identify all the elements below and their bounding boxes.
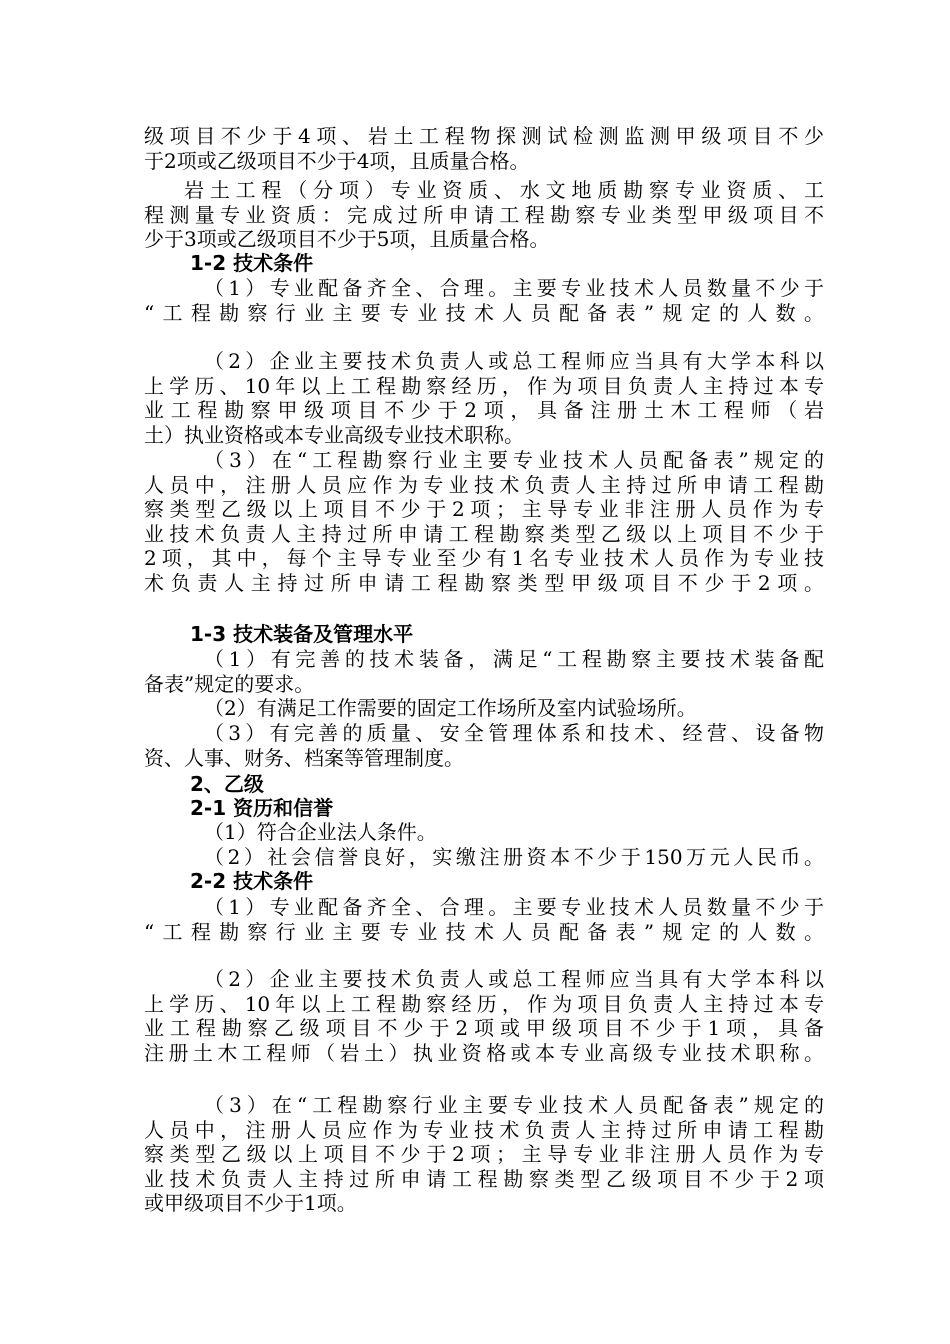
paragraph-2-1-1	[144, 820, 824, 845]
paragraph-1-3-2	[144, 696, 824, 721]
text-line: 人员中，注册人员应作为专业技术负责人主持过所申请工程勘	[144, 472, 824, 497]
text-line: 上学历、10年以上工程勘察经历，作为项目负责人主持过本专	[144, 991, 824, 1016]
text-line: 上学历、10年以上工程勘察经历，作为项目负责人主持过本专	[144, 373, 824, 398]
text-line: 业技术负责人主持过所申请工程勘察类型乙级项目不少于2项	[144, 1166, 824, 1191]
paragraph-1-3-3	[144, 721, 824, 770]
heading-2: 2、乙级	[190, 772, 264, 796]
text-line: （1）专业配备齐全、合理。主要专业技术人员数量不少于	[204, 276, 824, 300]
paragraph-1-3-1	[144, 647, 824, 696]
heading-2-1: 2-1 资历和信誉	[190, 796, 334, 820]
text-line: 察类型乙级以上项目不少于2项；主导专业非注册人员作为专	[144, 497, 824, 521]
text-line: （2）社会信誉良好，实缴注册资本不少于150万元人民币。	[204, 845, 824, 869]
text-line: （3）在“工程勘察行业主要专业技术人员配备表”规定的	[204, 448, 824, 472]
heading-1-3: 1-3 技术装备及管理水平	[190, 622, 414, 646]
text-line: 察类型乙级以上项目不少于2项；主导专业非注册人员作为专	[144, 1142, 824, 1166]
paragraph-2-2-3	[144, 1093, 824, 1216]
text-line: （2）有满足工作需要的固定工作场所及室内试验场所。	[204, 696, 697, 720]
paragraph-1-2-3	[144, 448, 824, 595]
text-line: （3）在“工程勘察行业主要专业技术人员配备表”规定的	[204, 1093, 824, 1117]
text-line: 土）执业资格或本专业高级专业技术职称。	[144, 422, 524, 447]
text-line: （1）专业配备齐全、合理。主要专业技术人员数量不少于	[204, 895, 824, 919]
text-line: 程测量专业资质：完成过所申请工程勘察专业类型甲级项目不	[144, 202, 824, 227]
paragraph-2-2-2	[144, 967, 824, 1065]
text-line: 2项，其中，每个主导专业至少有1名专业技术人员作为专业技	[144, 546, 824, 570]
text-line: 级项目不少于4项、岩土工程物探测试检测监测甲级项目不少	[144, 124, 824, 148]
text-line: 注册土木工程师（岩土）执业资格或本专业高级专业技术职称。	[144, 1040, 824, 1065]
paragraph-continuation	[144, 124, 824, 173]
text-line: 人员中，注册人员应作为专业技术负责人主持过所申请工程勘	[144, 1117, 824, 1142]
text-line: 岩土工程（分项）专业资质、水文地质勘察专业资质、工	[184, 178, 824, 202]
text-line: “工程勘察行业主要专业技术人员配备表”规定的人数。	[144, 300, 824, 325]
text-line: 于2项或乙级项目不少于4项，且质量合格。	[144, 148, 530, 173]
text-line: （2）企业主要技术负责人或总工程师应当具有大学本科以	[204, 349, 824, 373]
text-line: 业技术负责人主持过所申请工程勘察类型乙级以上项目不少于	[144, 521, 824, 546]
text-line: （2）企业主要技术负责人或总工程师应当具有大学本科以	[204, 967, 824, 991]
paragraph-2-2-1	[144, 895, 824, 944]
text-line: 业工程勘察乙级项目不少于2项或甲级项目不少于1项，具备	[144, 1016, 824, 1040]
heading-1-2: 1-2 技术条件	[190, 251, 314, 275]
text-line: （1）符合企业法人条件。	[204, 820, 437, 844]
text-line: （3）有完善的质量、安全管理体系和技术、经营、设备物	[204, 721, 824, 745]
text-line: 资、人事、财务、档案等管理制度。	[144, 745, 464, 770]
paragraph-2-1-2	[144, 845, 824, 870]
text-line: “工程勘察行业主要专业技术人员配备表”规定的人数。	[144, 919, 824, 944]
text-line: 术负责人主持过所申请工程勘察类型甲级项目不少于2项。	[144, 570, 824, 595]
paragraph-geotech-qualification	[144, 178, 824, 252]
paragraph-1-2-1	[144, 276, 824, 325]
text-line: 或甲级项目不少于1项。	[144, 1191, 357, 1215]
heading-2-2: 2-2 技术条件	[190, 869, 314, 893]
text-line: 业工程勘察甲级项目不少于2项，具备注册土木工程师（岩	[144, 398, 824, 422]
text-line: （1）有完善的技术装备，满足“工程勘察主要技术装备配	[204, 647, 824, 671]
text-line: 备表”规定的要求。	[144, 671, 315, 696]
text-line: 少于3项或乙级项目不少于5项，且质量合格。	[144, 227, 550, 251]
paragraph-1-2-2	[144, 349, 824, 447]
